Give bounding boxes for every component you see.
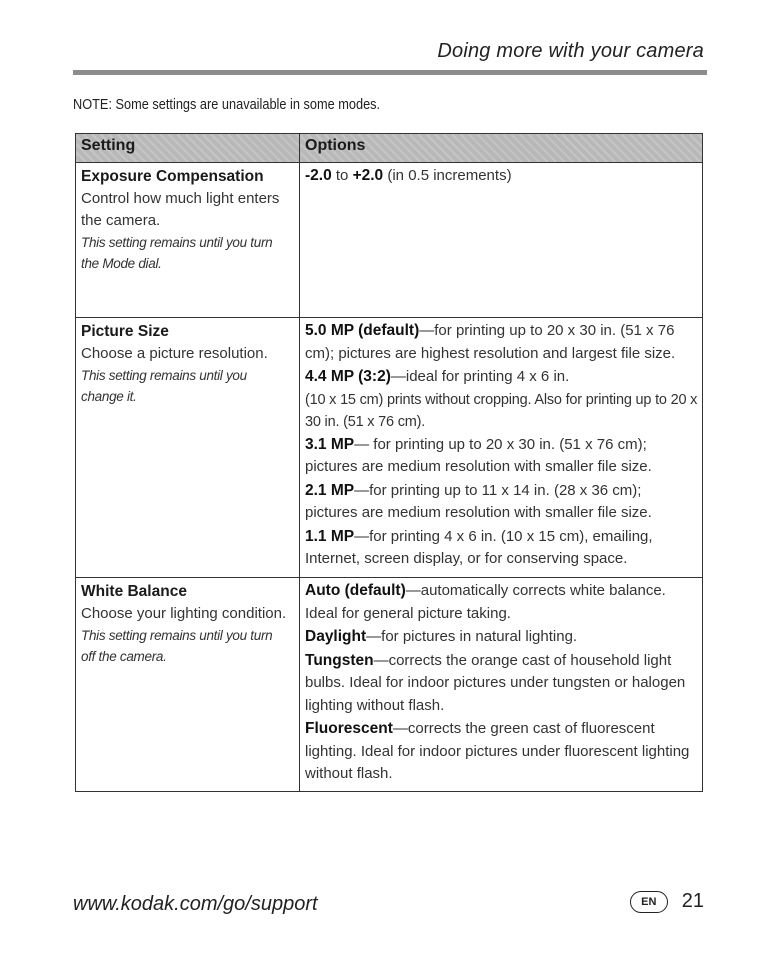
option-item: 3.1 MP— for printing up to 20 x 30 in. (51 x 76 cm); pictures are medium resolution with smaller file size. bbox=[305, 435, 652, 475]
note-text: NOTE: Some settings are unavailable in some modes. bbox=[73, 97, 381, 113]
option-label: Fluorescent bbox=[305, 720, 393, 737]
table-row bbox=[76, 578, 703, 792]
options-cell bbox=[300, 578, 703, 792]
setting-description: Choose your lighting condition. bbox=[81, 605, 287, 622]
option-item: Auto (default)—automatically corrects white balance. Ideal for general picture taking. bbox=[305, 582, 666, 622]
option-item: 1.1 MP—for printing 4 x 6 in. (10 x 15 cm), emailing, Internet, screen display, or for conserving space. bbox=[305, 527, 653, 567]
setting-name: White Balance bbox=[81, 583, 187, 600]
option-label: 3.1 MP bbox=[305, 435, 355, 453]
option-label: 2.1 MP bbox=[305, 481, 355, 499]
setting-description: Control how much light enters the camera. bbox=[81, 190, 280, 229]
setting-cell bbox=[76, 163, 300, 318]
option-item: 5.0 MP (default)—for printing up to 20 x 30 in. (51 x 76 cm); pictures are highest resolution and largest file size. bbox=[305, 322, 676, 362]
option-label: Tungsten bbox=[305, 651, 374, 669]
footer-right bbox=[630, 890, 704, 913]
setting-cell bbox=[76, 318, 300, 578]
option-subtext: (10 x 15 cm) prints without cropping. Also for printing up to 20 x 30 in. (51 x 76 cm). bbox=[305, 391, 698, 430]
options-cell bbox=[300, 163, 703, 318]
setting-note: This setting remains until you turn off the camera. bbox=[81, 628, 273, 664]
page-number: 21 bbox=[681, 890, 704, 912]
table-header-row bbox=[76, 134, 703, 163]
column-header-options: Options bbox=[300, 134, 703, 163]
option-label: Daylight bbox=[305, 628, 367, 645]
setting-description: Choose a picture resolution. bbox=[81, 345, 268, 362]
language-badge-icon: EN bbox=[630, 891, 668, 913]
option-item: -2.0 to +2.0 (in 0.5 increments) bbox=[305, 167, 512, 184]
setting-cell bbox=[76, 578, 300, 792]
header-rule bbox=[73, 70, 707, 75]
option-label: 1.1 MP bbox=[305, 527, 355, 545]
option-item: 4.4 MP (3:2)—ideal for printing 4 x 6 in. (10 x 15 cm) prints without cropping. Also for printing up to 20 x 30 in. (51 x 76 cm). bbox=[305, 366, 698, 433]
option-item: 2.1 MP—for printing up to 11 x 14 in. (28 x 36 cm); pictures are medium resolution with smaller file size. bbox=[305, 481, 652, 521]
options-cell bbox=[300, 318, 703, 578]
setting-note: This setting remains until you change it. bbox=[81, 368, 247, 404]
option-item: Tungsten—corrects the orange cast of household light bulbs. Ideal for indoor pictures under tungsten or halogen lighting without flash. bbox=[305, 651, 686, 714]
option-label: -2.0 bbox=[305, 167, 332, 184]
option-label: +2.0 bbox=[352, 167, 384, 184]
table-row bbox=[76, 318, 703, 578]
option-label: 5.0 MP (default) bbox=[305, 322, 420, 339]
setting-name: Picture Size bbox=[81, 323, 169, 340]
settings-table bbox=[75, 133, 703, 792]
table-row bbox=[76, 163, 703, 318]
option-label: Auto (default) bbox=[305, 582, 406, 599]
column-header-setting: Setting bbox=[76, 134, 300, 163]
running-head: Doing more with your camera bbox=[437, 40, 704, 62]
setting-note: This setting remains until you turn the Mode dial. bbox=[81, 235, 273, 271]
option-item: Daylight—for pictures in natural lighting. bbox=[305, 628, 578, 645]
support-url: www.kodak.com/go/support bbox=[73, 893, 318, 915]
option-item: Fluorescent—corrects the green cast of fluorescent lighting. Ideal for indoor pictures under fluorescent lighting without flash. bbox=[305, 720, 690, 782]
setting-name: Exposure Compensation bbox=[81, 168, 264, 185]
option-label: 4.4 MP (3:2) bbox=[305, 368, 391, 385]
